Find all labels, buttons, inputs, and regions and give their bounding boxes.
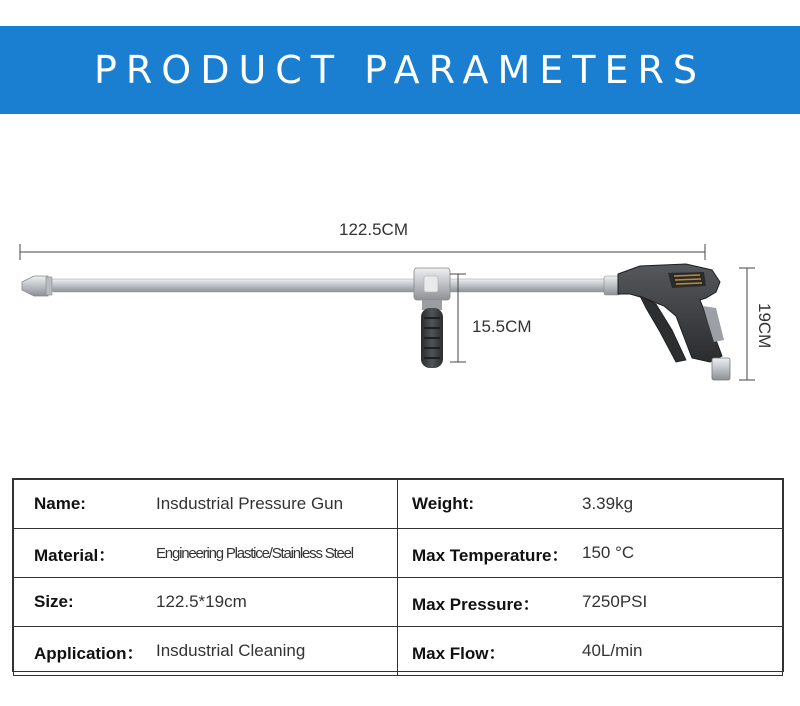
table-row <box>14 529 783 578</box>
table-row <box>14 578 783 627</box>
param-value: 122.5*19cm <box>156 592 247 611</box>
param-value: 150 °C <box>582 543 635 562</box>
product-figure <box>0 190 800 420</box>
param-value: Engineering Plastice/Stainless Steel <box>156 544 353 562</box>
param-label: Application： <box>34 643 144 663</box>
param-label: Size: <box>34 592 74 611</box>
trigger-gun-body <box>618 264 730 380</box>
param-value: Insdustrial Pressure Gun <box>156 494 344 513</box>
param-label: Weight: <box>412 494 475 513</box>
header-banner <box>0 26 800 114</box>
length-dimension-line <box>20 244 705 260</box>
lance-rod <box>52 279 608 292</box>
param-value: Insdustrial Cleaning <box>156 641 306 660</box>
side-handle-grip <box>421 308 443 368</box>
param-value: 40L/min <box>582 641 643 660</box>
handle-length-label: 15.5CM <box>472 317 532 336</box>
height-dimension-line <box>739 268 755 380</box>
length-label: 122.5CM <box>339 220 408 239</box>
side-handle-clamp <box>414 268 450 310</box>
param-label: Name: <box>34 494 86 513</box>
param-label: Max Temperature： <box>412 545 569 565</box>
param-value: 7250PSI <box>582 592 648 611</box>
param-label: Max Pressure： <box>412 594 540 614</box>
nozzle-tip <box>22 276 52 296</box>
param-label: Max Flow： <box>412 643 506 663</box>
height-label: 19CM <box>755 303 774 349</box>
table-row <box>14 627 783 676</box>
page-title: PRODUCT PARAMETERS <box>93 48 706 92</box>
parameters-table <box>12 478 784 672</box>
param-label: Material： <box>34 545 116 565</box>
param-value: 3.39kg <box>582 494 634 513</box>
table-row <box>14 480 783 529</box>
